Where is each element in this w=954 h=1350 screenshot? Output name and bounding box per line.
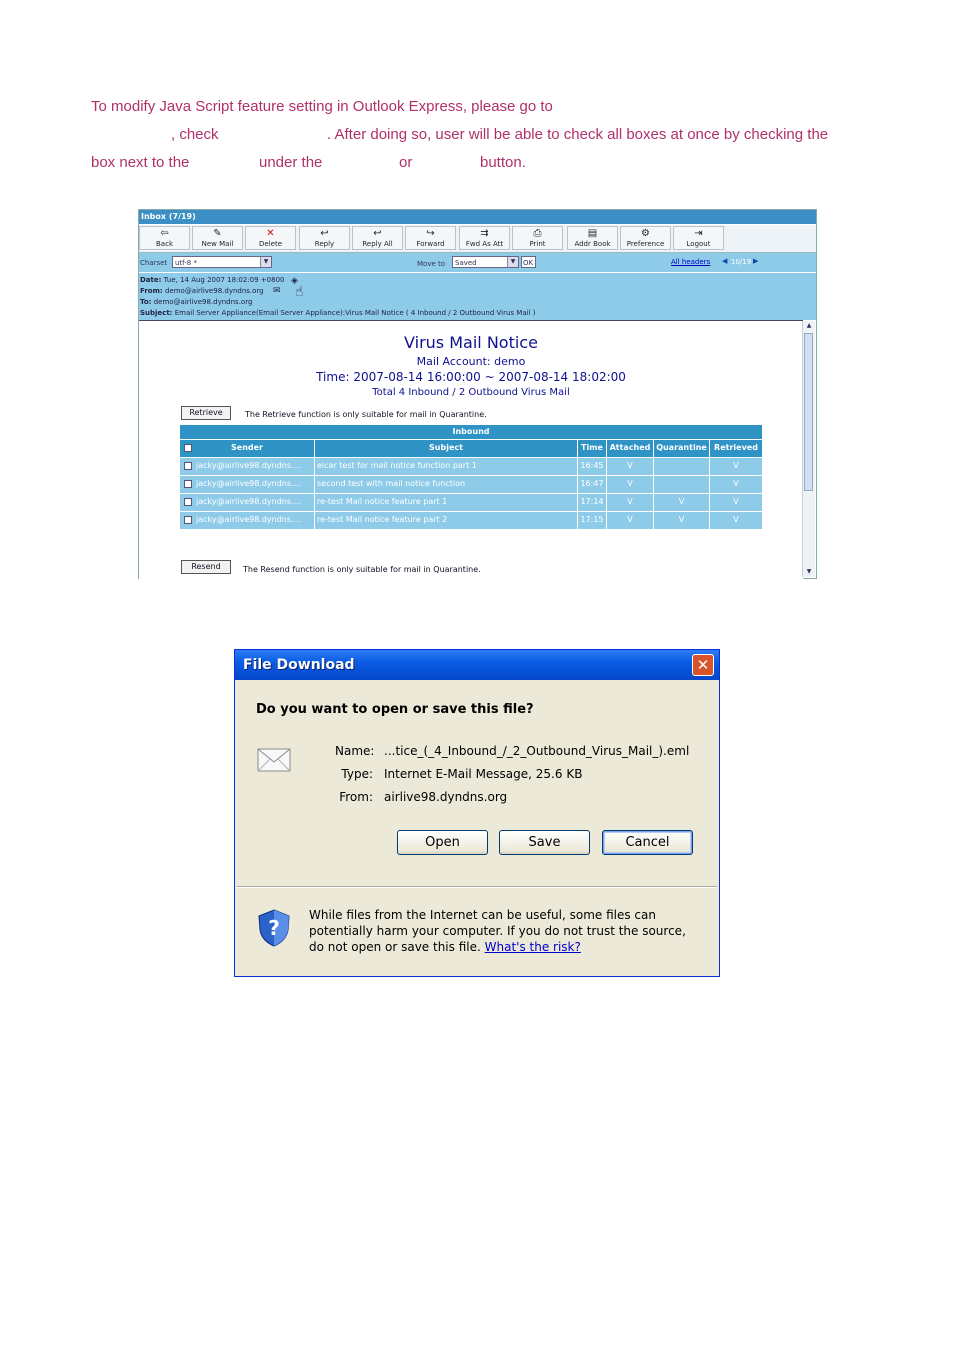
svg-text:?: ? xyxy=(268,916,280,940)
table-row[interactable] xyxy=(180,475,762,493)
toolbar-preference-button[interactable]: ⚙ Preference xyxy=(620,226,671,250)
toolbar-reply-button[interactable]: ↩ Reply xyxy=(299,226,350,250)
inbox-title: Inbox (7/19) xyxy=(139,210,816,224)
table-row[interactable] xyxy=(180,457,762,475)
header-subject: Email Server Appliance(Email Server Appliance):Virus Mail Notice ( 4 Inbound / 2 Outbound Virus Mail ) xyxy=(174,309,536,317)
prev-arrow-icon[interactable]: ◀ xyxy=(722,257,728,265)
table-title: Inbound xyxy=(180,425,762,439)
message-scrollbar[interactable] xyxy=(802,321,815,577)
printer-icon: ⎙ xyxy=(533,228,542,239)
move-to-label: Move to xyxy=(417,260,446,268)
dialog-title: File Download xyxy=(243,657,355,673)
file-download-dialog: File Download ✕ Do you want to open or save this file? Name: ...tice_(_4_Inbound_/_2_Outbound_Virus_Mail_).eml Type: Internet E-Mail Message, 25.6 KB From: airlive98.dyndns.org Open Save Cancel ? While files from the Internet can be useful, some files can potentially harm your computer. If you do not trust the source, do not open or save this file. What's the risk? xyxy=(234,649,720,977)
header-date: Tue, 14 Aug 2007 18:02:09 +0800 xyxy=(163,276,285,284)
toolbar-reply-all-button[interactable]: ↩ Reply All xyxy=(352,226,403,250)
retrieve-note: The Retrieve function is only suitable for mail in Quarantine. xyxy=(245,410,487,419)
paging-indicator: 10/19 xyxy=(731,258,752,266)
chevron-down-icon: ▼ xyxy=(507,257,518,267)
reply-all-icon: ↩ xyxy=(373,228,382,239)
add-contact-icon[interactable]: ✉ xyxy=(273,286,281,296)
intro-text: or xyxy=(399,154,413,171)
security-warning xyxy=(309,907,704,955)
preference-icon: ⚙ xyxy=(641,228,650,239)
cell-quarantine: V xyxy=(653,494,709,511)
cell-time: 17:15 xyxy=(577,512,606,529)
toolbar-addr-book-button[interactable]: ▤ Addr Book xyxy=(567,226,618,250)
cell-retrieved: V xyxy=(709,458,762,475)
cell-time: 16:47 xyxy=(577,476,606,493)
cell-quarantine: V xyxy=(653,512,709,529)
row-checkbox[interactable] xyxy=(184,498,192,506)
file-type-value: Internet E-Mail Message, 25.6 KB xyxy=(384,767,583,781)
chevron-down-icon: ▼ xyxy=(260,257,271,267)
delete-x-icon: ✕ xyxy=(266,228,275,239)
hand-cursor-icon: ☝ xyxy=(295,284,304,300)
intro-text: , check xyxy=(171,126,219,143)
cell-retrieved: V xyxy=(709,476,762,493)
toolbar-forward-button[interactable]: ↪ Forward xyxy=(405,226,456,250)
cell-sender[interactable]: jacky@airlive98.dyndns.... xyxy=(196,497,302,506)
attachment-icon[interactable]: ◈ xyxy=(291,276,298,286)
email-file-icon xyxy=(257,744,291,774)
row-checkbox[interactable] xyxy=(184,516,192,524)
scroll-up-icon[interactable]: ▲ xyxy=(806,322,812,329)
cell-subject[interactable]: re-test Mail notice feature part 1 xyxy=(314,494,577,511)
cell-attached: V xyxy=(606,494,653,511)
intro-text: box next to the xyxy=(91,154,190,171)
table-row[interactable] xyxy=(180,511,762,529)
security-shield-icon xyxy=(257,908,291,948)
dialog-titlebar xyxy=(235,650,719,680)
cell-attached: V xyxy=(606,458,653,475)
notice-account: Mail Account: demo xyxy=(416,355,526,368)
address-book-icon: ▤ xyxy=(587,228,598,239)
dialog-separator xyxy=(237,886,717,888)
dialog-question: Do you want to open or save this file? xyxy=(256,702,534,717)
cell-subject[interactable]: second test with mail notice function xyxy=(314,476,577,493)
cancel-button[interactable]: Cancel xyxy=(602,830,693,855)
charset-bar xyxy=(139,253,816,272)
next-arrow-icon[interactable]: ▶ xyxy=(753,257,759,265)
cell-quarantine xyxy=(653,476,709,493)
header-to: demo@airlive98.dyndns.org xyxy=(153,298,253,306)
column-header-subject: Subject xyxy=(314,440,577,457)
toolbar-fwd-as-att-button[interactable]: ⇉ Fwd As Att xyxy=(459,226,510,250)
scroll-down-icon[interactable]: ▼ xyxy=(806,568,812,575)
column-header-sender: Sender xyxy=(231,443,263,452)
toolbar-back-button[interactable]: ⇦ Back xyxy=(139,226,190,250)
cell-sender[interactable]: jacky@airlive98.dyndns.... xyxy=(196,479,302,488)
file-from-value: airlive98.dyndns.org xyxy=(384,790,508,804)
header-from: demo@airlive98.dyndns.org xyxy=(164,287,264,295)
notice-title: Virus Mail Notice xyxy=(404,333,538,352)
cell-sender[interactable]: jacky@airlive98.dyndns.... xyxy=(196,461,302,470)
cell-quarantine xyxy=(653,458,709,475)
cell-time: 17:14 xyxy=(577,494,606,511)
forward-icon: ↪ xyxy=(426,228,435,239)
resend-button[interactable]: Resend xyxy=(181,560,231,574)
inbound-table xyxy=(180,425,762,529)
all-headers-link[interactable]: All headers xyxy=(671,258,711,266)
retrieve-button[interactable]: Retrieve xyxy=(181,406,231,420)
file-name-value: ...tice_(_4_Inbound_/_2_Outbound_Virus_Mail_).eml xyxy=(384,744,690,758)
save-button[interactable]: Save xyxy=(499,830,590,855)
back-arrow-icon: ⇦ xyxy=(160,228,169,239)
webmail-screenshot xyxy=(138,209,817,579)
toolbar-print-button[interactable]: ⎙ Print xyxy=(512,226,563,250)
new-mail-icon: ✎ xyxy=(213,228,222,239)
cell-time: 16:45 xyxy=(577,458,606,475)
cell-sender[interactable]: jacky@airlive98.dyndns.... xyxy=(196,515,302,524)
toolbar-logout-button[interactable]: ⇥ Logout xyxy=(673,226,724,250)
row-checkbox[interactable] xyxy=(184,480,192,488)
close-icon[interactable]: ✕ xyxy=(692,654,714,676)
intro-text: under the xyxy=(259,154,323,171)
scroll-thumb[interactable] xyxy=(804,333,813,491)
toolbar-new-mail-button[interactable]: ✎ New Mail xyxy=(192,226,243,250)
resend-note: The Resend function is only suitable for mail in Quarantine. xyxy=(243,565,481,574)
table-header-row xyxy=(180,439,762,457)
row-checkbox[interactable] xyxy=(184,462,192,470)
whats-the-risk-link[interactable]: What's the risk? xyxy=(484,940,581,954)
column-header-quarantine: Quarantine xyxy=(653,440,709,457)
cell-subject[interactable]: eicar test for mail notice function part 1 xyxy=(314,458,577,475)
ok-button[interactable]: OK xyxy=(521,256,536,268)
cell-retrieved: V xyxy=(709,512,762,529)
mail-toolbar xyxy=(139,225,816,253)
intro-text: . After doing so, user will be able to check all boxes at once by checking the xyxy=(327,126,829,143)
cell-subject[interactable]: re-test Mail notice feature part 2 xyxy=(314,512,577,529)
table-row[interactable] xyxy=(180,493,762,511)
message-headers: Date: Tue, 14 Aug 2007 18:02:09 +0800 From: demo@airlive98.dyndns.org To: demo@airlive98.dyndns.org Subject: Email Server Appliance(Email Server Appliance):Virus Mail Notice ( 4 Inbound / 2 Outbound Virus Mail ) ✉ ◈ ☝ xyxy=(139,273,816,320)
intro-text: To modify Java Script feature setting in Outlook Express, please go to xyxy=(91,98,553,115)
notice-total: Total 4 Inbound / 2 Outbound Virus Mail xyxy=(372,387,570,398)
toolbar-delete-button[interactable]: ✕ Delete xyxy=(245,226,296,250)
charset-select[interactable]: utf-8 * ▼ xyxy=(172,256,272,268)
column-header-attached: Attached xyxy=(606,440,653,457)
column-header-time: Time xyxy=(577,440,606,457)
move-to-select[interactable]: Saved ▼ xyxy=(452,256,519,268)
warning-text: While files from the Internet can be useful, some files can potentially harm your computer. If you do not trust the source, do not open or save this file. xyxy=(309,908,686,954)
notice-time: Time: 2007-08-14 16:00:00 ~ 2007-08-14 18:02:00 xyxy=(316,370,626,384)
cell-attached: V xyxy=(606,476,653,493)
forward-attachment-icon: ⇉ xyxy=(480,228,489,239)
reply-icon: ↩ xyxy=(320,228,329,239)
intro-text: button. xyxy=(480,154,526,171)
open-button[interactable]: Open xyxy=(397,830,488,855)
cell-retrieved: V xyxy=(709,494,762,511)
column-header-retrieved: Retrieved xyxy=(709,440,762,457)
cell-attached: V xyxy=(606,512,653,529)
charset-label: Charset xyxy=(140,259,168,267)
logout-icon: ⇥ xyxy=(694,228,703,239)
